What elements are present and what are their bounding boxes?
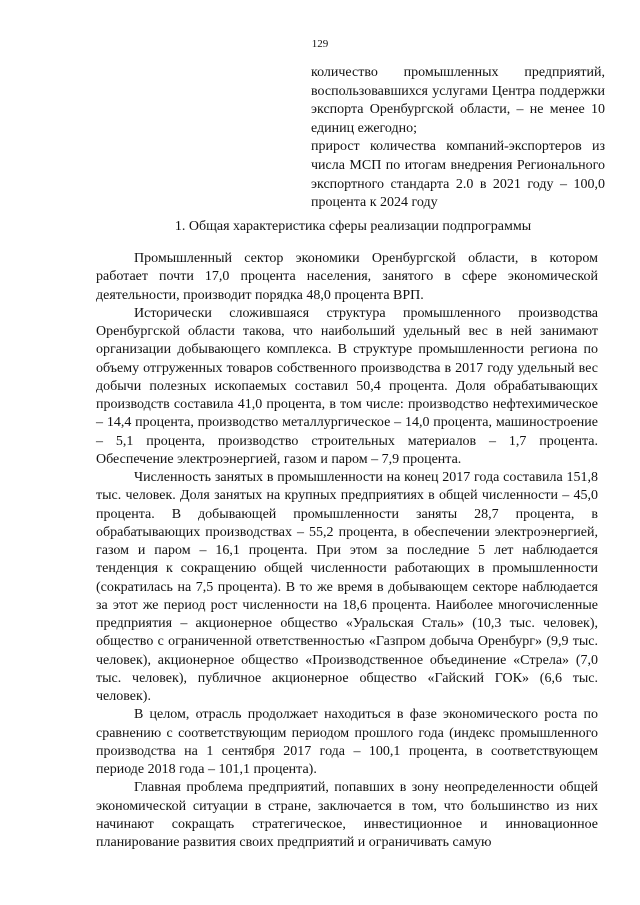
- indicator-paragraph: прирост количества компаний-экспортеров из числа МСП по итогам внедрения Регионального экспортного стандарта 2.0 в 2021 году – 100,0 процента к 2024 году: [311, 139, 605, 211]
- body-text: [96, 250, 598, 852]
- body-paragraph: Исторически сложившаяся структура промышленного производства Оренбургской области такова, что наибольший удельный вес в ней занимают организации добывающего комплекса. В структуре промышленности региона по объему отгруженных товаров собственного производства в 2017 году удельный вес добычи полезных ископаемых составил 50,4 процента. Доля обрабатывающих производств составила 41,0 процента, в том числе: производство нефтехимическое – 14,4 процента, производство металлургическое – 14,0 процента, машиностроение – 5,1 процента, производство строительных материалов – 1,7 процента. Обеспечение электроэнергией, газом и паром – 7,9 процента.: [96, 305, 598, 467]
- body-paragraph: Главная проблема предприятий, попавших в зону неопределенности общей экономической ситуации в стране, заключается в том, что большинство из них начинают сокращать стратегическое, инвестиционное и инновационное планирование развития своих предприятий и ограничивать самую: [96, 780, 598, 850]
- target-indicators-block: [311, 64, 605, 213]
- body-paragraph: Промышленный сектор экономики Оренбургской области, в котором работает почти 17,0 процента населения, занятого в сфере экономической деятельности, производит порядка 48,0 процента ВРП.: [96, 251, 598, 303]
- body-paragraph: Численность занятых в промышленности на конец 2017 года составила 151,8 тыс. человек. Доля занятых на крупных предприятиях в общей численности – 45,0 процента. В добывающей промышленности заняты 28,7 процента, в обрабатывающих производствах – 55,2 процента, в обеспечении электроэнергией, газом и паром – 16,1 процента. При этом за последние 5 лет наблюдается тенденция к сокращению общей численности работающих в промышленности (сократилась на 7,5 процента). В то же время в добывающем секторе наблюдается за этот же период рост численности на 18,6 процента. Наиболее многочисленные предприятия – акционерное общество «Уральская Сталь» (10,3 тыс. человек), общество с ограниченной ответственностью «Газпром добыча Оренбург» (9,9 тыс. человек), акционерное общество «Производственное объединение «Стрела» (7,0 тыс. человек), публичное акционерное общество «Гайский ГОК» (6,6 тыс. человек).: [96, 470, 598, 704]
- indicator-paragraph: количество промышленных предприятий, воспользовавшихся услугами Центра поддержки экспорта Оренбургской области, – не менее 10 единиц ежегодно;: [311, 65, 605, 136]
- page-number: 129: [311, 38, 329, 50]
- body-paragraph: В целом, отрасль продолжает находиться в фазе экономического роста по сравнению с соответствующим периодом прошлого года (индекс промышленного производства на 1 сентября 2017 года – 100,1 процента, в соответствующем периоде 2018 года – 101,1 процента).: [96, 707, 598, 777]
- section-heading: 1. Общая характеристика сферы реализации подпрограммы: [174, 219, 532, 234]
